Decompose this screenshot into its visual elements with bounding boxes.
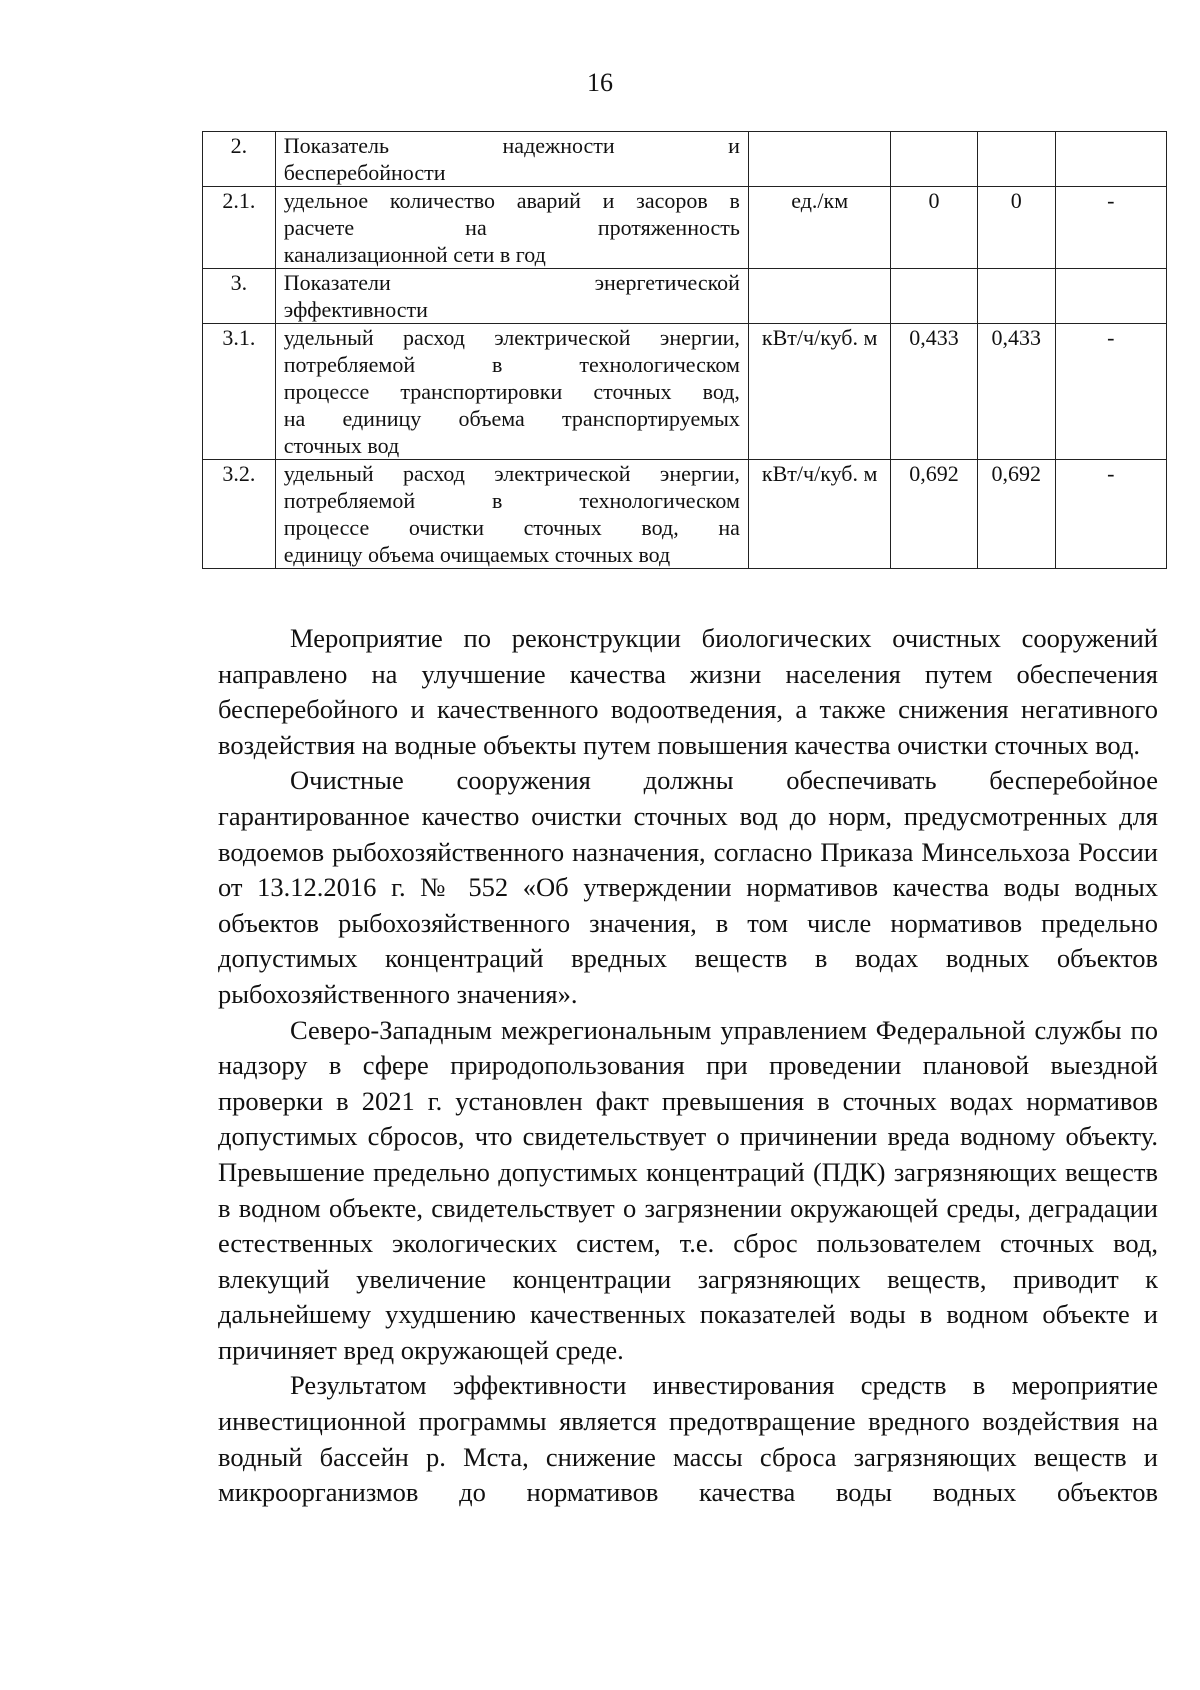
row-number-cell: 3. [203, 269, 276, 324]
indicator-name-line: на единицу объема транспортируемых [283, 406, 740, 431]
body-text [218, 621, 1158, 1511]
paragraph-4: Результатом эффективности инвестирования средств в мероприятие инвестиционной программы является предотвращение вредного воздействия на водный бассейн р. Мста, снижение массы сброса загрязняющих веществ и микроорганизмов до нормативов качества воды водных объектов [218, 1370, 1158, 1508]
indicator-name-cell [275, 324, 748, 460]
indicator-name-line: удельный расход электрической энергии, [283, 461, 740, 486]
value-3-cell [1055, 132, 1166, 187]
table-row [203, 187, 1167, 269]
indicator-name-cell [275, 460, 748, 569]
value-3-cell: - [1055, 324, 1166, 460]
row-number-cell: 2.1. [203, 187, 276, 269]
unit-cell: кВт/ч/куб. м [748, 460, 890, 569]
row-number-cell: 3.2. [203, 460, 276, 569]
indicator-name-line: эффективности [283, 297, 428, 322]
indicator-name-line: удельный расход электрической энергии, [283, 325, 740, 350]
indicator-name-line: удельное количество аварий и засоров в [283, 188, 740, 213]
table-row [203, 460, 1167, 569]
unit-cell [748, 132, 890, 187]
value-2-cell: 0,692 [977, 460, 1055, 569]
indicator-name-line: потребляемой в технологическом [283, 352, 740, 377]
paragraph-1: Мероприятие по реконструкции биологических очистных сооружений направлено на улучшение качества жизни населения путем обеспечения бесперебойного и качественного водоотведения, а также снижения негативного воздействия на водные объекты путем повышения качества очистки сточных вод. [218, 623, 1158, 760]
page-number: 16 [587, 68, 613, 97]
table-row [203, 132, 1167, 187]
row-number-cell: 3.1. [203, 324, 276, 460]
table-row [203, 269, 1167, 324]
value-3-cell: - [1055, 187, 1166, 269]
indicator-name-line: потребляемой в технологическом [283, 488, 740, 513]
value-3-cell [1055, 269, 1166, 324]
paragraph-2: Очистные сооружения должны обеспечивать бесперебойное гарантированное качество очистки сточных вод до норм, предусмотренных для водоемов рыбохозяйственного назначения, согласно Приказа Минсельхоза России от 13.12.2016 г. № 552 «Об утверждении нормативов качества воды водных объектов рыбохозяйственного значения, в том числе нормативов предельно допустимых концентраций вредных веществ в водах водных объектов рыбохозяйственного значения». [218, 765, 1158, 1009]
indicator-name-line: Показатель надежности и [283, 133, 740, 158]
value-1-cell: 0,433 [891, 324, 977, 460]
indicator-name-line: Показатели энергетической [283, 270, 740, 295]
unit-cell [748, 269, 890, 324]
indicator-name-line: единицу объема очищаемых сточных вод [283, 542, 671, 567]
value-2-cell: 0,433 [977, 324, 1055, 460]
paragraph-3: Северо-Западным межрегиональным управлением Федеральной службы по надзору в сфере природопользования при проведении плановой выездной проверки в 2021 г. установлен факт превышения в сточных водах нормативов допустимых сбросов, что свидетельствует о причинении вреда водному объекту. Превышение предельно допустимых концентраций (ПДК) загрязняющих веществ в водном объекте, свидетельствует о загрязнении окружающей среды, деградации естественных экологических систем, т.е. сброс пользователем сточных вод, влекущий увеличение концентрации загрязняющих веществ, приводит к дальнейшему ухудшению качественных показателей воды в водном объекте и причиняет вред окружающей среде. [218, 1014, 1158, 1365]
indicator-name-cell [275, 132, 748, 187]
value-2-cell [977, 269, 1055, 324]
indicator-name-line: расчете на протяженность [283, 215, 740, 240]
table-row [203, 324, 1167, 460]
unit-cell: кВт/ч/куб. м [748, 324, 890, 460]
value-1-cell [891, 269, 977, 324]
indicator-name-line: канализационной сети в год [283, 242, 546, 267]
row-number-cell: 2. [203, 132, 276, 187]
value-3-cell: - [1055, 460, 1166, 569]
value-1-cell: 0 [891, 187, 977, 269]
indicator-name-cell [275, 187, 748, 269]
indicator-name-line: сточных вод [283, 433, 400, 458]
indicators-table [202, 131, 1167, 569]
unit-cell: ед./км [748, 187, 890, 269]
value-1-cell [891, 132, 977, 187]
indicator-name-line: процессе очистки сточных вод, на [283, 515, 740, 540]
indicator-name-cell [275, 269, 748, 324]
value-1-cell: 0,692 [891, 460, 977, 569]
indicator-name-line: бесперебойности [283, 160, 446, 185]
value-2-cell: 0 [977, 187, 1055, 269]
value-2-cell [977, 132, 1055, 187]
indicator-name-line: процессе транспортировки сточных вод, [283, 379, 740, 404]
